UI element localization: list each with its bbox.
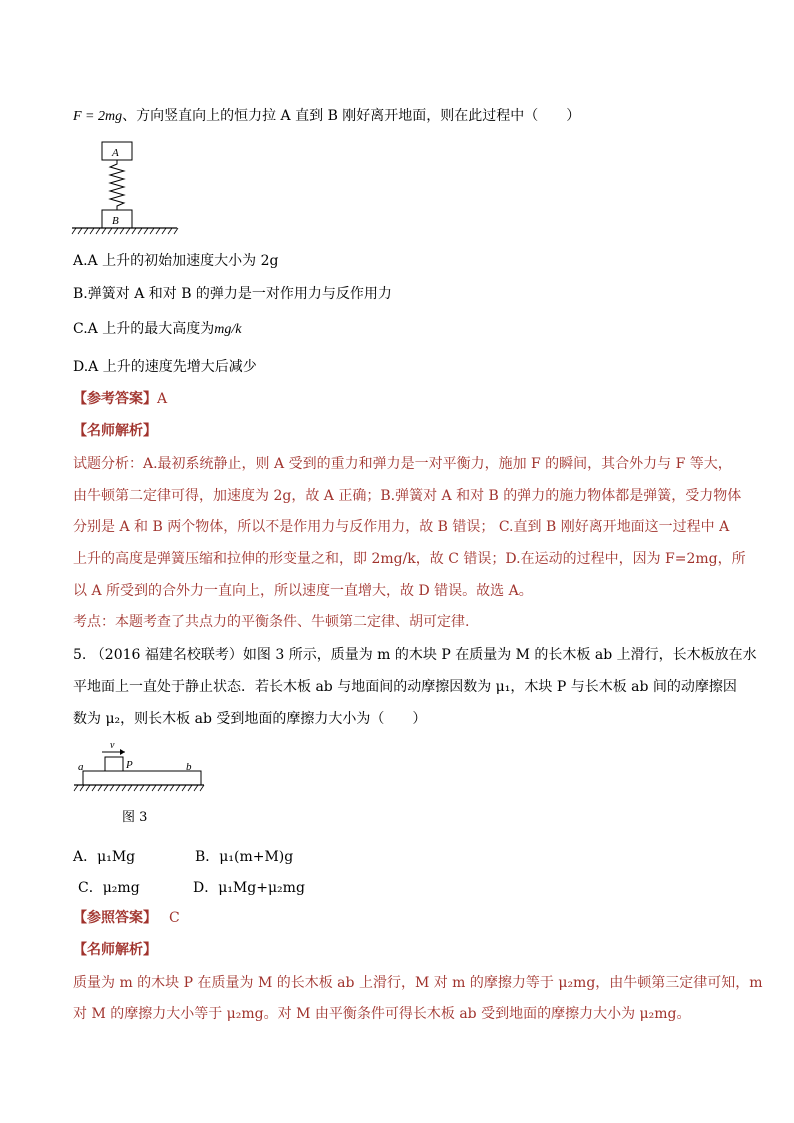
q4-option-a: A.A 上升的初始加速度大小为 2g <box>73 253 279 269</box>
q4-option-c-math: mg/k <box>214 322 242 337</box>
block-a-label: A <box>112 147 119 159</box>
q4-analysis-label: 【名师解析】 <box>73 423 157 439</box>
block-p <box>105 757 123 771</box>
q4-analysis-line: 上升的高度是弹簧压缩和拉伸的形变量之和，即 2mg/k，故 C 错误；D.在运动的过程中，因为 F=2mg，所 <box>73 551 746 567</box>
q4-option-c-text: C.A 上升的最大高度为 <box>73 321 215 337</box>
q4-option-b: B.弹簧对 A 和对 B 的弹力是一对作用力与反作用力 <box>73 286 392 302</box>
board-end-b: b <box>186 761 192 773</box>
q4-answer <box>73 388 167 408</box>
q4-option-c <box>73 318 241 338</box>
q4-option-d: D.A 上升的速度先增大后减少 <box>73 359 257 375</box>
q5-analysis-label: 【名师解析】 <box>73 942 157 958</box>
ground-hatch <box>74 785 204 791</box>
q4-stem <box>73 105 580 125</box>
q4-analysis-line: 以 A 所受到的合外力一直向上，所以速度一直增大，故 D 错误。故选 A。 <box>73 583 533 599</box>
q5-answer <box>73 907 180 927</box>
q4-spring-figure <box>70 138 180 240</box>
q5-board-figure <box>70 738 210 798</box>
block-b-label: B <box>112 215 119 227</box>
velocity-arrowhead <box>120 749 125 755</box>
q4-stem-text: 、方向竖直向上的恒力拉 A 直到 B 刚好离开地面，则在此过程中（ ） <box>122 108 581 124</box>
q5-stem-line: 数为 μ₂，则长木板 ab 受到地面的摩擦力大小为（ ） <box>73 711 427 727</box>
ground-hatch <box>72 228 178 234</box>
q4-analysis-line: 试题分析：A.最初系统静止，则 A 受到的重力和弹力是一对平衡力，施加 F 的瞬间，其合外力与 F 等大， <box>73 456 732 472</box>
q5-option-a: A．μ₁Mg <box>73 849 136 865</box>
q4-stem-math: F = 2mg <box>73 109 123 124</box>
block-p-label: P <box>126 759 133 771</box>
q5-answer-value: C <box>169 910 180 926</box>
q5-stem-line: 平地面上一直处于静止状态．若长木板 ab 与地面间的动摩擦因数为 μ₁，木块 P 与长木板 ab 间的动摩擦因 <box>73 679 737 695</box>
q4-answer-value: A <box>157 391 168 407</box>
q4-answer-label: 【参考答案】 <box>73 391 157 407</box>
q5-option-d: D．μ₁Mg+μ₂mg <box>193 880 305 896</box>
q5-option-b: B．μ₁(m+M)g <box>195 849 294 865</box>
velocity-label: v <box>110 740 115 751</box>
long-board <box>83 771 201 785</box>
q5-analysis-line: 质量为 m 的木块 P 在质量为 M 的长木板 ab 上滑行，M 对 m 的摩擦力等于 μ₂mg，由牛顿第三定律可知，m <box>73 975 763 991</box>
q5-figure-caption: 图 3 <box>122 810 148 825</box>
spring <box>110 160 124 210</box>
q5-stem-line: 5. （2016 福建名校联考）如图 3 所示，质量为 m 的木块 P 在质量为 M 的长木板 ab 上滑行，长木板放在水 <box>73 647 757 663</box>
q4-analysis-line: 分别是 A 和 B 两个物体，所以不是作用力与反作用力，故 B 错误； C.直到 B 刚好离开地面这一过程中 A <box>73 519 730 535</box>
q5-answer-label: 【参照答案】 <box>73 910 157 926</box>
board-end-a: a <box>78 761 84 773</box>
q4-kaodian: 考点：本题考查了共点力的平衡条件、牛顿第二定律、胡可定律. <box>73 614 470 630</box>
q5-analysis-line: 对 M 的摩擦力大小等于 μ₂mg。对 M 由平衡条件可得长木板 ab 受到地面的摩擦力大小为 μ₂mg。 <box>73 1006 691 1022</box>
q5-option-c: C．μ₂mg <box>78 880 140 896</box>
q4-analysis-line: 由牛顿第二定律可得，加速度为 2g，故 A 正确；B.弹簧对 A 和对 B 的弹力的施力物体都是弹簧，受力物体 <box>73 488 742 504</box>
